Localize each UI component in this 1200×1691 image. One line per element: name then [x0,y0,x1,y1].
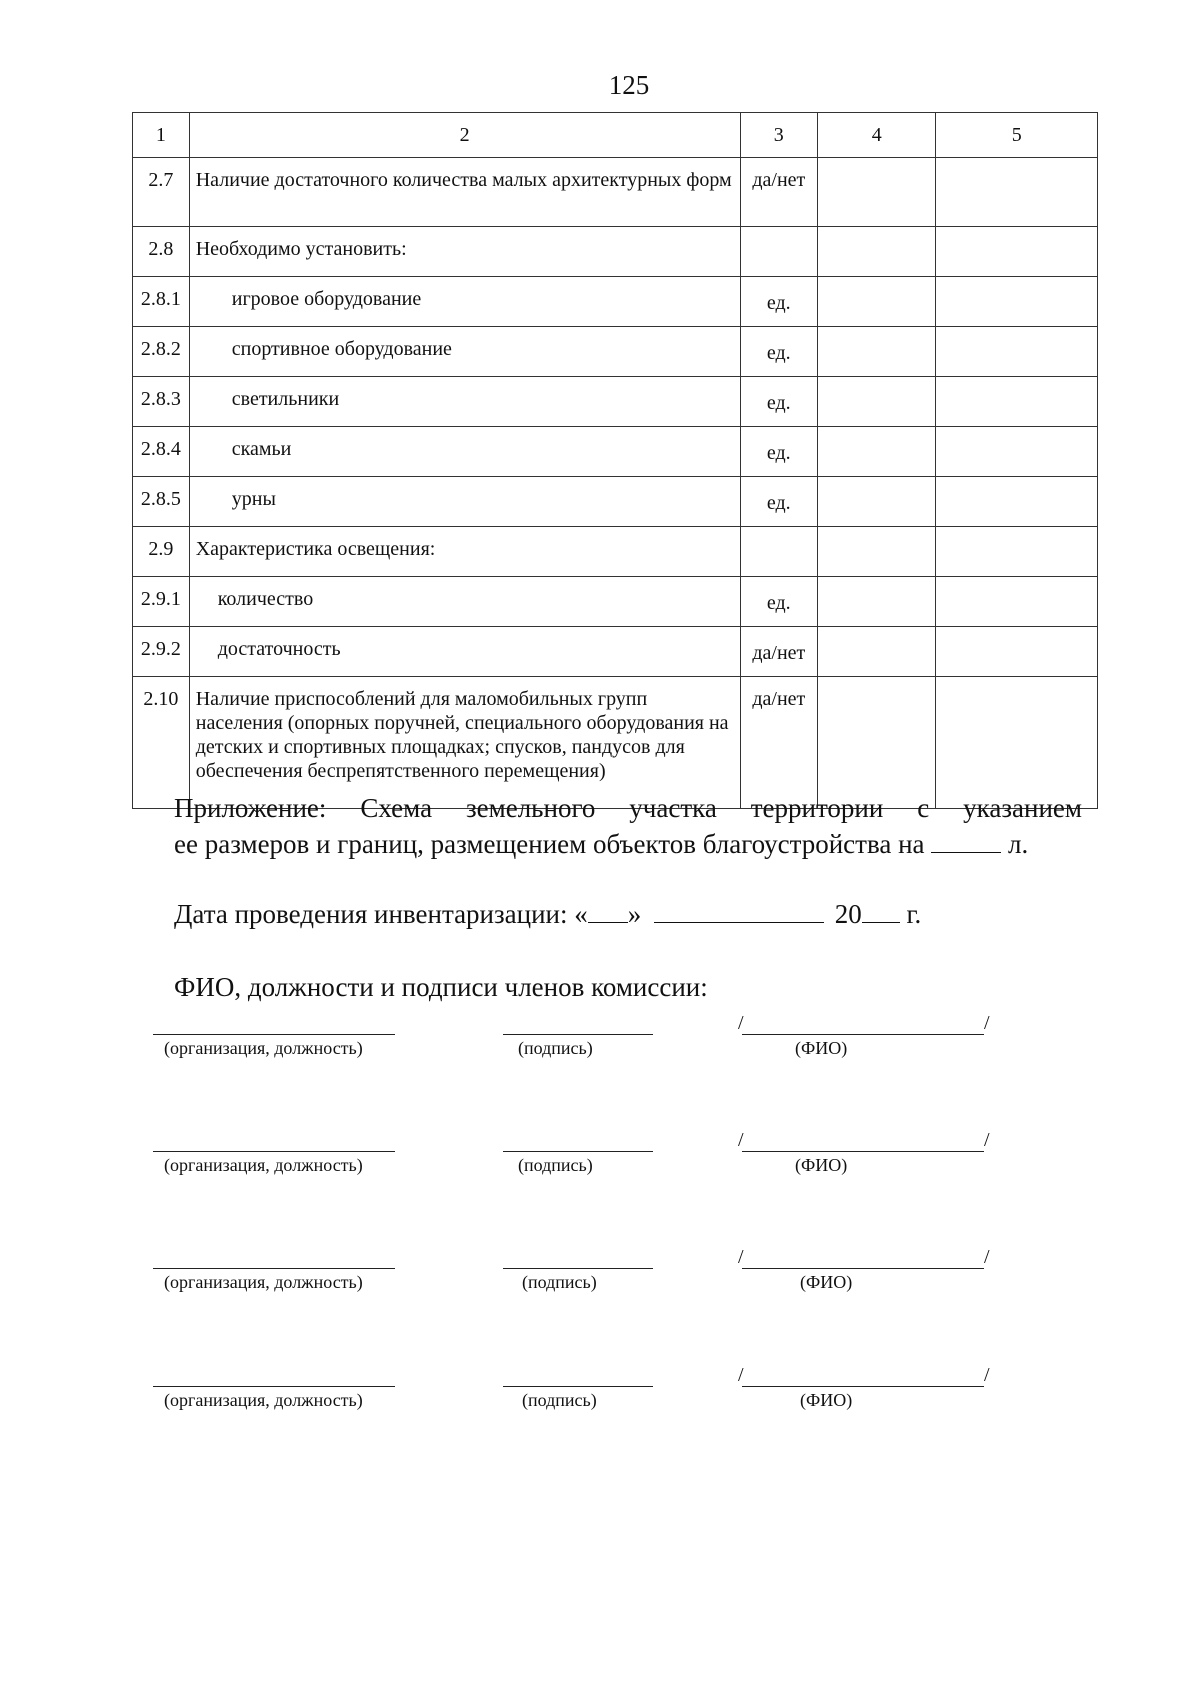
row-value-cell [818,527,936,577]
row-number: 2.8.3 [133,377,190,427]
row-description: светильники [189,377,740,427]
row-unit: ед. [740,327,818,377]
date-close-quote: » [627,899,642,929]
fio-slash-left: / [738,1012,744,1034]
row-note-cell [936,677,1098,809]
year-blank[interactable] [862,896,900,923]
fio-slash-right: / [984,1129,990,1151]
year-suffix: г. [906,899,922,929]
row-value-cell [818,377,936,427]
fio-slash-left: / [738,1246,744,1268]
appendix-line-2-text: ее размеров и границ, размещением объектов благоустройства на [174,829,925,859]
appendix-sheet-suffix: л. [1008,829,1029,859]
signature-line[interactable] [503,1268,653,1269]
org-position-label: (организация, должность) [164,1272,363,1292]
org-position-label: (организация, должность) [164,1155,363,1175]
row-number: 2.8.5 [133,477,190,527]
date-label: Дата проведения инвентаризации: « [174,899,588,929]
org-position-label: (организация, должность) [164,1038,363,1058]
row-value-cell [818,427,936,477]
row-unit [740,527,818,577]
table-row [133,527,1098,577]
signature-row [0,1246,1200,1314]
fio-slash-right: / [984,1012,990,1034]
fio-label: (ФИО) [800,1272,853,1292]
row-unit: ед. [740,277,818,327]
row-description: игровое оборудование [189,277,740,327]
month-blank[interactable] [654,896,824,923]
table-row [133,577,1098,627]
row-description: спортивное оборудование [189,327,740,377]
row-value-cell [818,677,936,809]
table-row [133,327,1098,377]
year-prefix: 20 [834,899,862,929]
org-position-line[interactable] [153,1034,395,1035]
org-position-label: (организация, должность) [164,1390,363,1410]
row-description: Необходимо установить: [189,227,740,277]
fio-slash-right: / [984,1246,990,1268]
appendix-line-2 [174,829,1028,859]
fio-line[interactable] [742,1386,984,1387]
row-note-cell [936,577,1098,627]
appendix-line-1: Приложение: Схема земельного участка территории с указанием [174,793,1082,823]
row-number: 2.8.2 [133,327,190,377]
row-unit: да/нет [740,677,818,809]
row-value-cell [818,158,936,227]
row-unit: ед. [740,377,818,427]
row-description: урны [189,477,740,527]
table-row [133,158,1098,227]
row-note-cell [936,277,1098,327]
org-position-line[interactable] [153,1386,395,1387]
row-number: 2.9 [133,527,190,577]
signature-line[interactable] [503,1386,653,1387]
inventory-date [174,896,921,930]
row-note-cell [936,627,1098,677]
row-value-cell [818,227,936,277]
row-value-cell [818,277,936,327]
fio-label: (ФИО) [795,1038,848,1058]
row-note-cell [936,377,1098,427]
page-number: 125 [608,70,650,100]
row-number: 2.10 [133,677,190,809]
row-description: скамьи [189,427,740,477]
fio-label: (ФИО) [800,1390,853,1410]
signature-label: (подпись) [518,1155,593,1175]
header-cell-4: 4 [818,113,936,158]
row-note-cell [936,527,1098,577]
table-row [133,677,1098,809]
org-position-line[interactable] [153,1151,395,1152]
table-row [133,627,1098,677]
row-description: достаточность [189,627,740,677]
header-cell-1: 1 [133,113,190,158]
row-number: 2.9.2 [133,627,190,677]
fio-line[interactable] [742,1034,984,1035]
table-row [133,277,1098,327]
row-value-cell [818,327,936,377]
fio-slash-left: / [738,1364,744,1386]
row-number: 2.8 [133,227,190,277]
row-description: Наличие достаточного количества малых архитектурных форм [189,158,740,227]
table-row [133,377,1098,427]
sheet-count-blank[interactable] [931,826,1001,853]
row-description: Характеристика освещения: [189,527,740,577]
row-unit [740,227,818,277]
table-row [133,477,1098,527]
row-value-cell [818,577,936,627]
row-unit: ед. [740,577,818,627]
row-number: 2.7 [133,158,190,227]
signature-row [0,1129,1200,1197]
fio-label: (ФИО) [795,1155,848,1175]
fio-slash-left: / [738,1129,744,1151]
signature-line[interactable] [503,1034,653,1035]
day-blank[interactable] [588,896,628,923]
fio-line[interactable] [742,1151,984,1152]
row-number: 2.8.1 [133,277,190,327]
table-row [133,227,1098,277]
row-unit: да/нет [740,158,818,227]
commission-title: ФИО, должности и подписи членов комиссии: [174,972,708,1002]
signature-line[interactable] [503,1151,653,1152]
row-unit: ед. [740,427,818,477]
row-unit: да/нет [740,627,818,677]
signature-label: (подпись) [522,1390,597,1410]
row-value-cell [818,477,936,527]
row-unit: ед. [740,477,818,527]
row-note-cell [936,227,1098,277]
header-cell-2: 2 [189,113,740,158]
header-cell-3: 3 [740,113,818,158]
row-description: количество [189,577,740,627]
header-cell-5: 5 [936,113,1098,158]
row-note-cell [936,427,1098,477]
row-note-cell [936,477,1098,527]
fio-slash-right: / [984,1364,990,1386]
table-row [133,427,1098,477]
table-header-row [133,113,1098,158]
inventory-table [132,112,1098,809]
signature-row [0,1364,1200,1432]
fio-line[interactable] [742,1268,984,1269]
signature-label: (подпись) [518,1038,593,1058]
row-description: Наличие приспособлений для маломобильных групп населения (опорных поручней, специального оборудования на детских и спортивных площадках; спусков, пандусов для обеспечения беспрепятственного перемещения) [189,677,740,809]
signature-label: (подпись) [522,1272,597,1292]
org-position-line[interactable] [153,1268,395,1269]
appendix-note [174,790,1082,862]
row-number: 2.9.1 [133,577,190,627]
row-value-cell [818,627,936,677]
row-note-cell [936,158,1098,227]
row-note-cell [936,327,1098,377]
signature-row [0,1012,1200,1080]
row-number: 2.8.4 [133,427,190,477]
